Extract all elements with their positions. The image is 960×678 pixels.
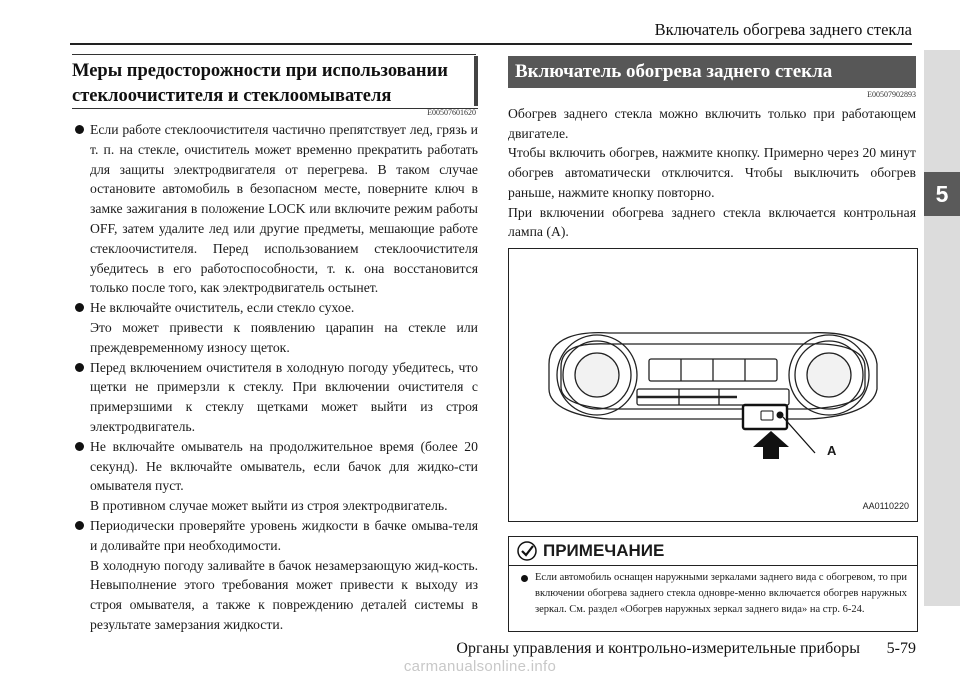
bullet-icon: [75, 363, 84, 372]
note-heading-text: ПРИМЕЧАНИЕ: [543, 541, 665, 560]
list-item-extra: Это может привести к появлению царапин на стекле или преждевременному износу щеток.: [90, 319, 478, 355]
heading-accent-bar: [474, 56, 478, 106]
list-item-text: Не включайте омыватель на продолжительное время (более 20 секунд). Не включайте омыватель, если бачок для жидко-сти омывателя пуст.: [90, 438, 478, 494]
list-item-text: Периодически проверяйте уровень жидкости в бачке омыва-теля и доливайте при необходимости.: [90, 517, 478, 553]
climate-panel-illustration: [509, 249, 917, 521]
paragraph: При включении обогрева заднего стекла включается контрольная лампа (A).: [508, 204, 916, 240]
list-item: [72, 120, 478, 298]
note-body: [509, 566, 917, 617]
bullet-icon: [75, 521, 84, 530]
indicator-lamp: [777, 412, 784, 419]
checkmark-icon: [517, 541, 537, 561]
list-item: [72, 358, 478, 437]
list-item: [72, 516, 478, 635]
note-heading: [509, 537, 917, 566]
section-code: E00507601620: [427, 108, 476, 117]
list-item: [72, 298, 478, 357]
chapter-number: 5: [924, 172, 960, 216]
list-item-extra: В противном случае может выйти из строя электродвигатель.: [90, 498, 448, 514]
footer-section-title: Органы управления и контрольно-измерительные приборы: [456, 640, 860, 657]
chapter-tab: [924, 50, 960, 606]
press-arrow-icon: [753, 431, 789, 459]
running-header: Включатель обогрева заднего стекла: [654, 20, 912, 39]
bullet-icon: [75, 125, 84, 134]
precautions-list: [72, 120, 478, 635]
precautions-heading-line2: стеклоочистителя и стеклоомывателя: [72, 86, 392, 106]
list-item-extra: В холодную погоду заливайте в бачок незамерзающую жид-кость. Невыполнение этого требования может привести к выходу из строя омывателя, а также к повреждению деталей системы в результате замерзания жидкости.: [90, 557, 478, 632]
page-number: 5-79: [886, 640, 916, 657]
section-code: E00507902893: [867, 90, 916, 99]
rear-defogger-heading: Включатель обогрева заднего стекла: [508, 56, 916, 88]
list-item-text: Перед включением очистителя в холодную погоду убедитесь, что щетки не примерзли к стеклу. При включении очистителя с примерзшими к стеклу щетками может выйти из строя электродвигатель.: [90, 359, 478, 434]
bullet-icon: [521, 575, 528, 582]
note-text: Если автомобиль оснащен наружными зеркалами заднего вида с обогревом, то при включении обогрева заднего стекла одновре-менно включается обогрев наружных зеркал. См. раздел «Обогрев наружных зеркал заднего вида» на стр. 6-24.: [535, 572, 907, 615]
list-item-text: Если работе стеклоочистителя частично препятствует лед, грязь и т. п. на стекле, очиститель может временно прекратить работать для защиты электродвигателя от перегрева. В таком случае остановите автомобиль в безопасном месте, поверните ключ в замке зажигания в положение LOCK или включите режим работы OFF, затем удалите лед или другие предметы, мешающие работе стеклоочистителя. Перед использованием стеклоочистителя убедитесь в его работоспособности, т. к. она восстановится только после того, как электродвигатель остынет.: [90, 122, 478, 296]
rear-defogger-text: [508, 104, 916, 242]
figure-code: AA0110220: [862, 501, 909, 511]
header-rule: [70, 43, 912, 45]
callout-label-a: A: [827, 443, 837, 458]
bullet-icon: [75, 303, 84, 312]
list-item-text: Не включайте очиститель, если стекло сухое.: [90, 300, 355, 316]
bullet-icon: [75, 442, 84, 451]
paragraph: Чтобы включить обогрев, нажмите кнопку. Примерно через 20 минут обогрев автоматически отключится. Чтобы выключить обогрев раньше, нажмите кнопку повторно.: [508, 145, 916, 200]
watermark: carmanualsonline.info: [403, 658, 557, 675]
note-box: [508, 536, 918, 632]
precautions-heading-line1: Меры предосторожности при использовании: [72, 61, 448, 81]
precautions-heading: [72, 54, 476, 109]
climate-panel-figure: [508, 248, 918, 522]
paragraph: Обогрев заднего стекла можно включить только при работающем двигателе.: [508, 106, 916, 141]
list-item: [72, 437, 478, 516]
